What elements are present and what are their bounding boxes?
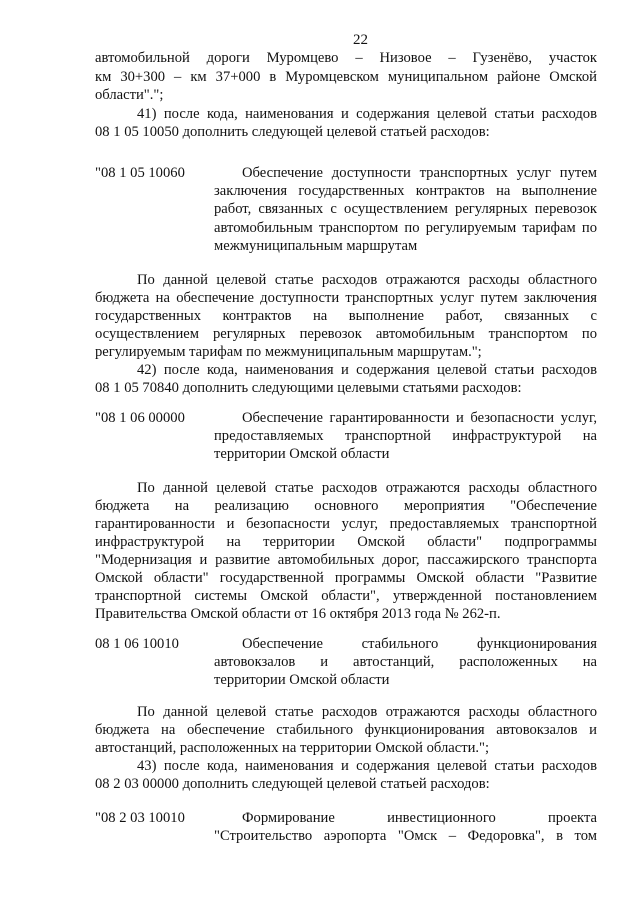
text-line: 08 1 05 10050 дополнить следующей целевой статьей расходов:	[95, 124, 490, 140]
budget-code: "08 1 05 10060	[95, 165, 185, 181]
article-title-line: автовокзалов и автостанций, расположенных на	[214, 654, 597, 670]
article-title-line: "Строительство аэропорта "Омск – Федоровка", в том	[214, 828, 597, 844]
page-number: 22	[353, 32, 368, 48]
text-line: 42) после кода, наименования и содержания целевой статьи расходов	[137, 362, 597, 378]
text-line: 08 2 03 00000 дополнить следующей целевой статьей расходов:	[95, 776, 490, 792]
text-line: По данной целевой статье расходов отражаются расходы областного	[137, 480, 597, 496]
text-line: По данной целевой статье расходов отражаются расходы областного	[137, 704, 597, 720]
text-line: бюджета на обеспечение стабильного функционирования автовокзалов и	[95, 722, 597, 738]
text-line: регулируемым тарифам по межмуниципальным маршрутам.";	[95, 344, 482, 360]
article-title-line: Обеспечение стабильного функционирования	[242, 636, 597, 652]
budget-code: "08 2 03 10010	[95, 810, 185, 826]
text-line: транспортной системы Омской области", утвержденной постановлением	[95, 588, 597, 604]
text-line: бюджета на обеспечение доступности транспортных услуг путем заключения	[95, 290, 597, 306]
article-title-line: работ, связанных с осуществлением регулярных перевозок	[214, 201, 597, 217]
text-line: автомобильной дороги Муромцево – Низовое – Гузенёво, участок	[95, 50, 597, 66]
article-title-line: заключения государственных контрактов на выполнение	[214, 183, 597, 199]
budget-code: "08 1 06 00000	[95, 410, 185, 426]
article-title-line: предоставляемых транспортной инфраструктурой на	[214, 428, 597, 444]
article-title-line: межмуниципальным маршрутам	[214, 238, 418, 254]
text-line: осуществлением регулярных перевозок автомобильным транспортом по	[95, 326, 597, 342]
text-line: инфраструктурой на территории Омской области" подпрограммы	[95, 534, 597, 550]
article-title-line: Обеспечение доступности транспортных услуг путем	[242, 165, 597, 181]
text-line: государственных контрактов на выполнение работ, связанных с	[95, 308, 597, 324]
text-line: Правительства Омской области от 16 октября 2013 года № 262-п.	[95, 606, 501, 622]
article-title-line: территории Омской области	[214, 446, 390, 462]
text-line: км 30+300 – км 37+000 в Муромцевском муниципальном районе Омской	[95, 69, 597, 85]
text-line: Омской области" государственной программы Омской области "Развитие	[95, 570, 597, 586]
article-title-line: автомобильным транспортом по регулируемым тарифам по	[214, 220, 597, 236]
budget-code: 08 1 06 10010	[95, 636, 179, 652]
text-line: "Модернизация и развитие автомобильных дорог, пассажирского транспорта	[95, 552, 597, 568]
text-line: 08 1 05 70840 дополнить следующими целевыми статьями расходов:	[95, 380, 522, 396]
text-line: 43) после кода, наименования и содержания целевой статьи расходов	[137, 758, 597, 774]
article-title-line: Формирование инвестиционного проекта	[242, 810, 597, 826]
article-title-line: Обеспечение гарантированности и безопасности услуг,	[242, 410, 597, 426]
article-title-line: территории Омской области	[214, 672, 390, 688]
text-line: области".";	[95, 87, 164, 103]
text-line: По данной целевой статье расходов отражаются расходы областного	[137, 272, 597, 288]
text-line: бюджета на реализацию основного мероприятия "Обеспечение	[95, 498, 597, 514]
text-line: гарантированности и безопасности услуг, предоставляемых транспортной	[95, 516, 597, 532]
text-line: 41) после кода, наименования и содержания целевой статьи расходов	[137, 106, 597, 122]
text-line: автостанций, расположенных на территории Омской области.";	[95, 740, 490, 756]
